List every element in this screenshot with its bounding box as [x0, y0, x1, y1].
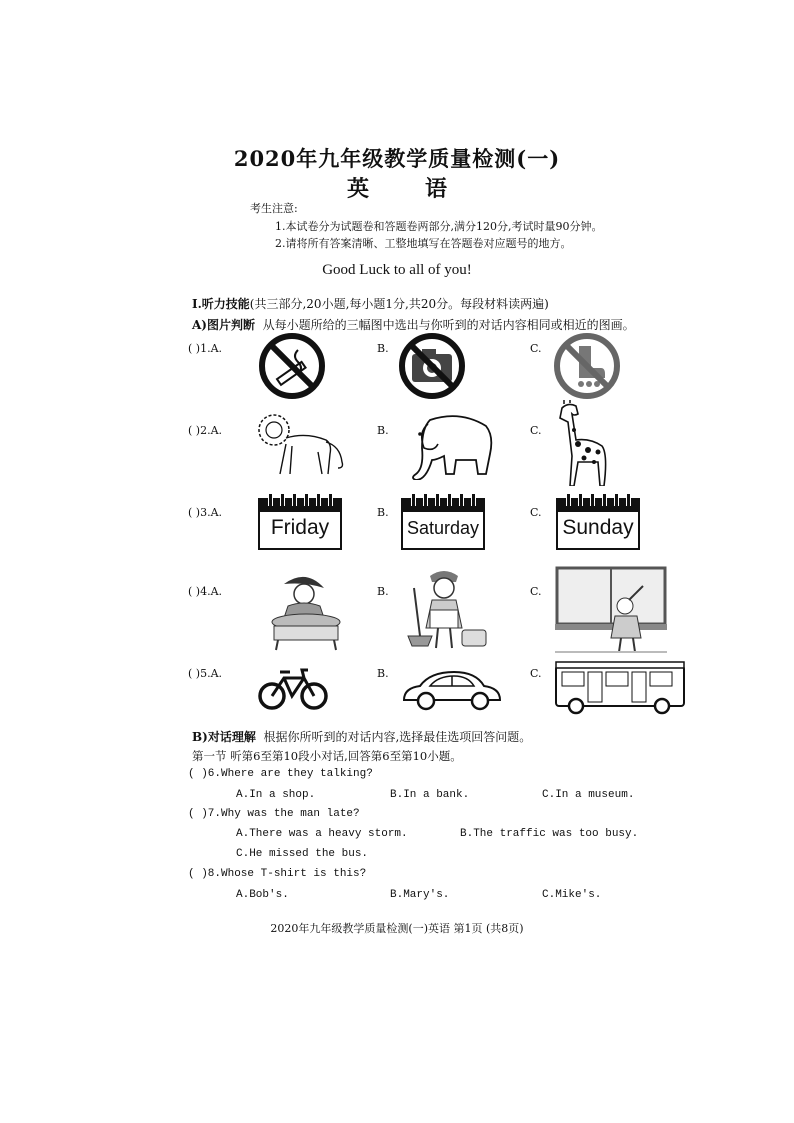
page-footer: 2020年九年级教学质量检测(一)英语 第1页 (共8页) — [270, 922, 524, 935]
notice-line-1: 1.本试卷分为试题卷和答题卷两部分,满分120分,考试时量90分钟。 — [275, 220, 603, 233]
part-a-title: A)图片判断 — [192, 318, 255, 332]
girl-cleaning-window-icon — [555, 566, 667, 654]
subject-char-1: 英 — [346, 176, 369, 202]
part-a-desc: 从每小题所给的三幅图中选出与你听到的对话内容相同或相近的图画。 — [262, 318, 635, 332]
girl-sweeping-floor-icon — [400, 568, 492, 652]
lion-icon — [256, 408, 348, 480]
q6-label: ( )6.Where are they talking? — [188, 768, 373, 780]
page-title: 2020年九年级教学质量检测(一) — [233, 146, 561, 171]
no-skating-sign-icon — [553, 332, 621, 400]
q3-label: ( )3.A. — [188, 506, 223, 519]
bicycle-icon — [258, 664, 328, 712]
part-b-title: B)对话理解 — [192, 730, 256, 744]
notice-heading: 考生注意: — [250, 202, 298, 215]
q2-b-letter: B. — [377, 424, 389, 437]
subject-title — [0, 172, 794, 203]
q1-b-letter: B. — [377, 342, 389, 355]
q8-option-a: A.Bob's. — [236, 889, 289, 901]
q7-option-c: C.He missed the bus. — [236, 848, 369, 860]
part-b-subsection: 第一节 听第6至第10段小对话,回答第6至第10小题。 — [192, 749, 462, 763]
q8-option-c: C.Mike's. — [542, 889, 602, 901]
q1-c-letter: C. — [530, 342, 542, 355]
calendar-friday-icon — [258, 498, 342, 550]
section-1-heading — [192, 295, 549, 312]
q3-c-letter: C. — [530, 506, 542, 519]
q5-label: ( )5.A. — [188, 667, 223, 680]
elephant-icon — [400, 408, 498, 480]
part-b-heading — [192, 728, 531, 745]
q7-option-b: B.The traffic was too busy. — [460, 828, 639, 840]
q4-label: ( )4.A. — [188, 585, 223, 598]
no-smoking-sign-icon — [258, 332, 326, 400]
q5-b-letter: B. — [377, 667, 389, 680]
section-1-title: Ⅰ.听力技能 — [192, 297, 250, 311]
q2-label: ( )2.A. — [188, 424, 223, 437]
greeting: Good Luck to all of you! — [322, 262, 472, 278]
notice-line-2: 2.请将所有答案清晰、工整地填写在答题卷对应题号的地方。 — [275, 237, 572, 250]
q3-b-letter: B. — [377, 506, 389, 519]
q7-option-a: A.There was a heavy storm. — [236, 828, 408, 840]
calendar-day-sunday: Sunday — [562, 516, 634, 539]
q8-option-b: B.Mary's. — [390, 889, 450, 901]
no-photography-sign-icon — [398, 332, 466, 400]
q4-b-letter: B. — [377, 585, 389, 598]
q1-label: ( )1.A. — [188, 342, 223, 355]
car-icon — [400, 668, 504, 712]
calendar-saturday-icon — [401, 498, 485, 550]
subject-char-2: 语 — [425, 176, 448, 202]
q4-c-letter: C. — [530, 585, 542, 598]
part-a-heading — [192, 316, 635, 333]
q2-c-letter: C. — [530, 424, 542, 437]
q6-option-a: A.In a shop. — [236, 789, 316, 801]
calendar-day-friday: Friday — [270, 516, 330, 539]
calendar-sunday-icon — [556, 498, 640, 550]
giraffe-icon — [550, 400, 616, 486]
q8-label: ( )8.Whose T-shirt is this? — [188, 868, 367, 880]
part-b-desc: 根据你所听到的对话内容,选择最佳选项回答问题。 — [263, 730, 532, 744]
calendar-day-saturday: Saturday — [406, 518, 480, 538]
girl-washing-clothes-icon — [258, 570, 354, 652]
q7-label: ( )7.Why was the man late? — [188, 808, 360, 820]
q5-c-letter: C. — [530, 667, 542, 680]
q6-option-b: B.In a bank. — [390, 789, 470, 801]
q6-option-c: C.In a museum. — [542, 789, 635, 801]
section-1-desc: (共三部分,20小题,每小题1分,共20分。每段材料读两遍) — [249, 297, 549, 311]
bus-icon — [554, 660, 688, 716]
